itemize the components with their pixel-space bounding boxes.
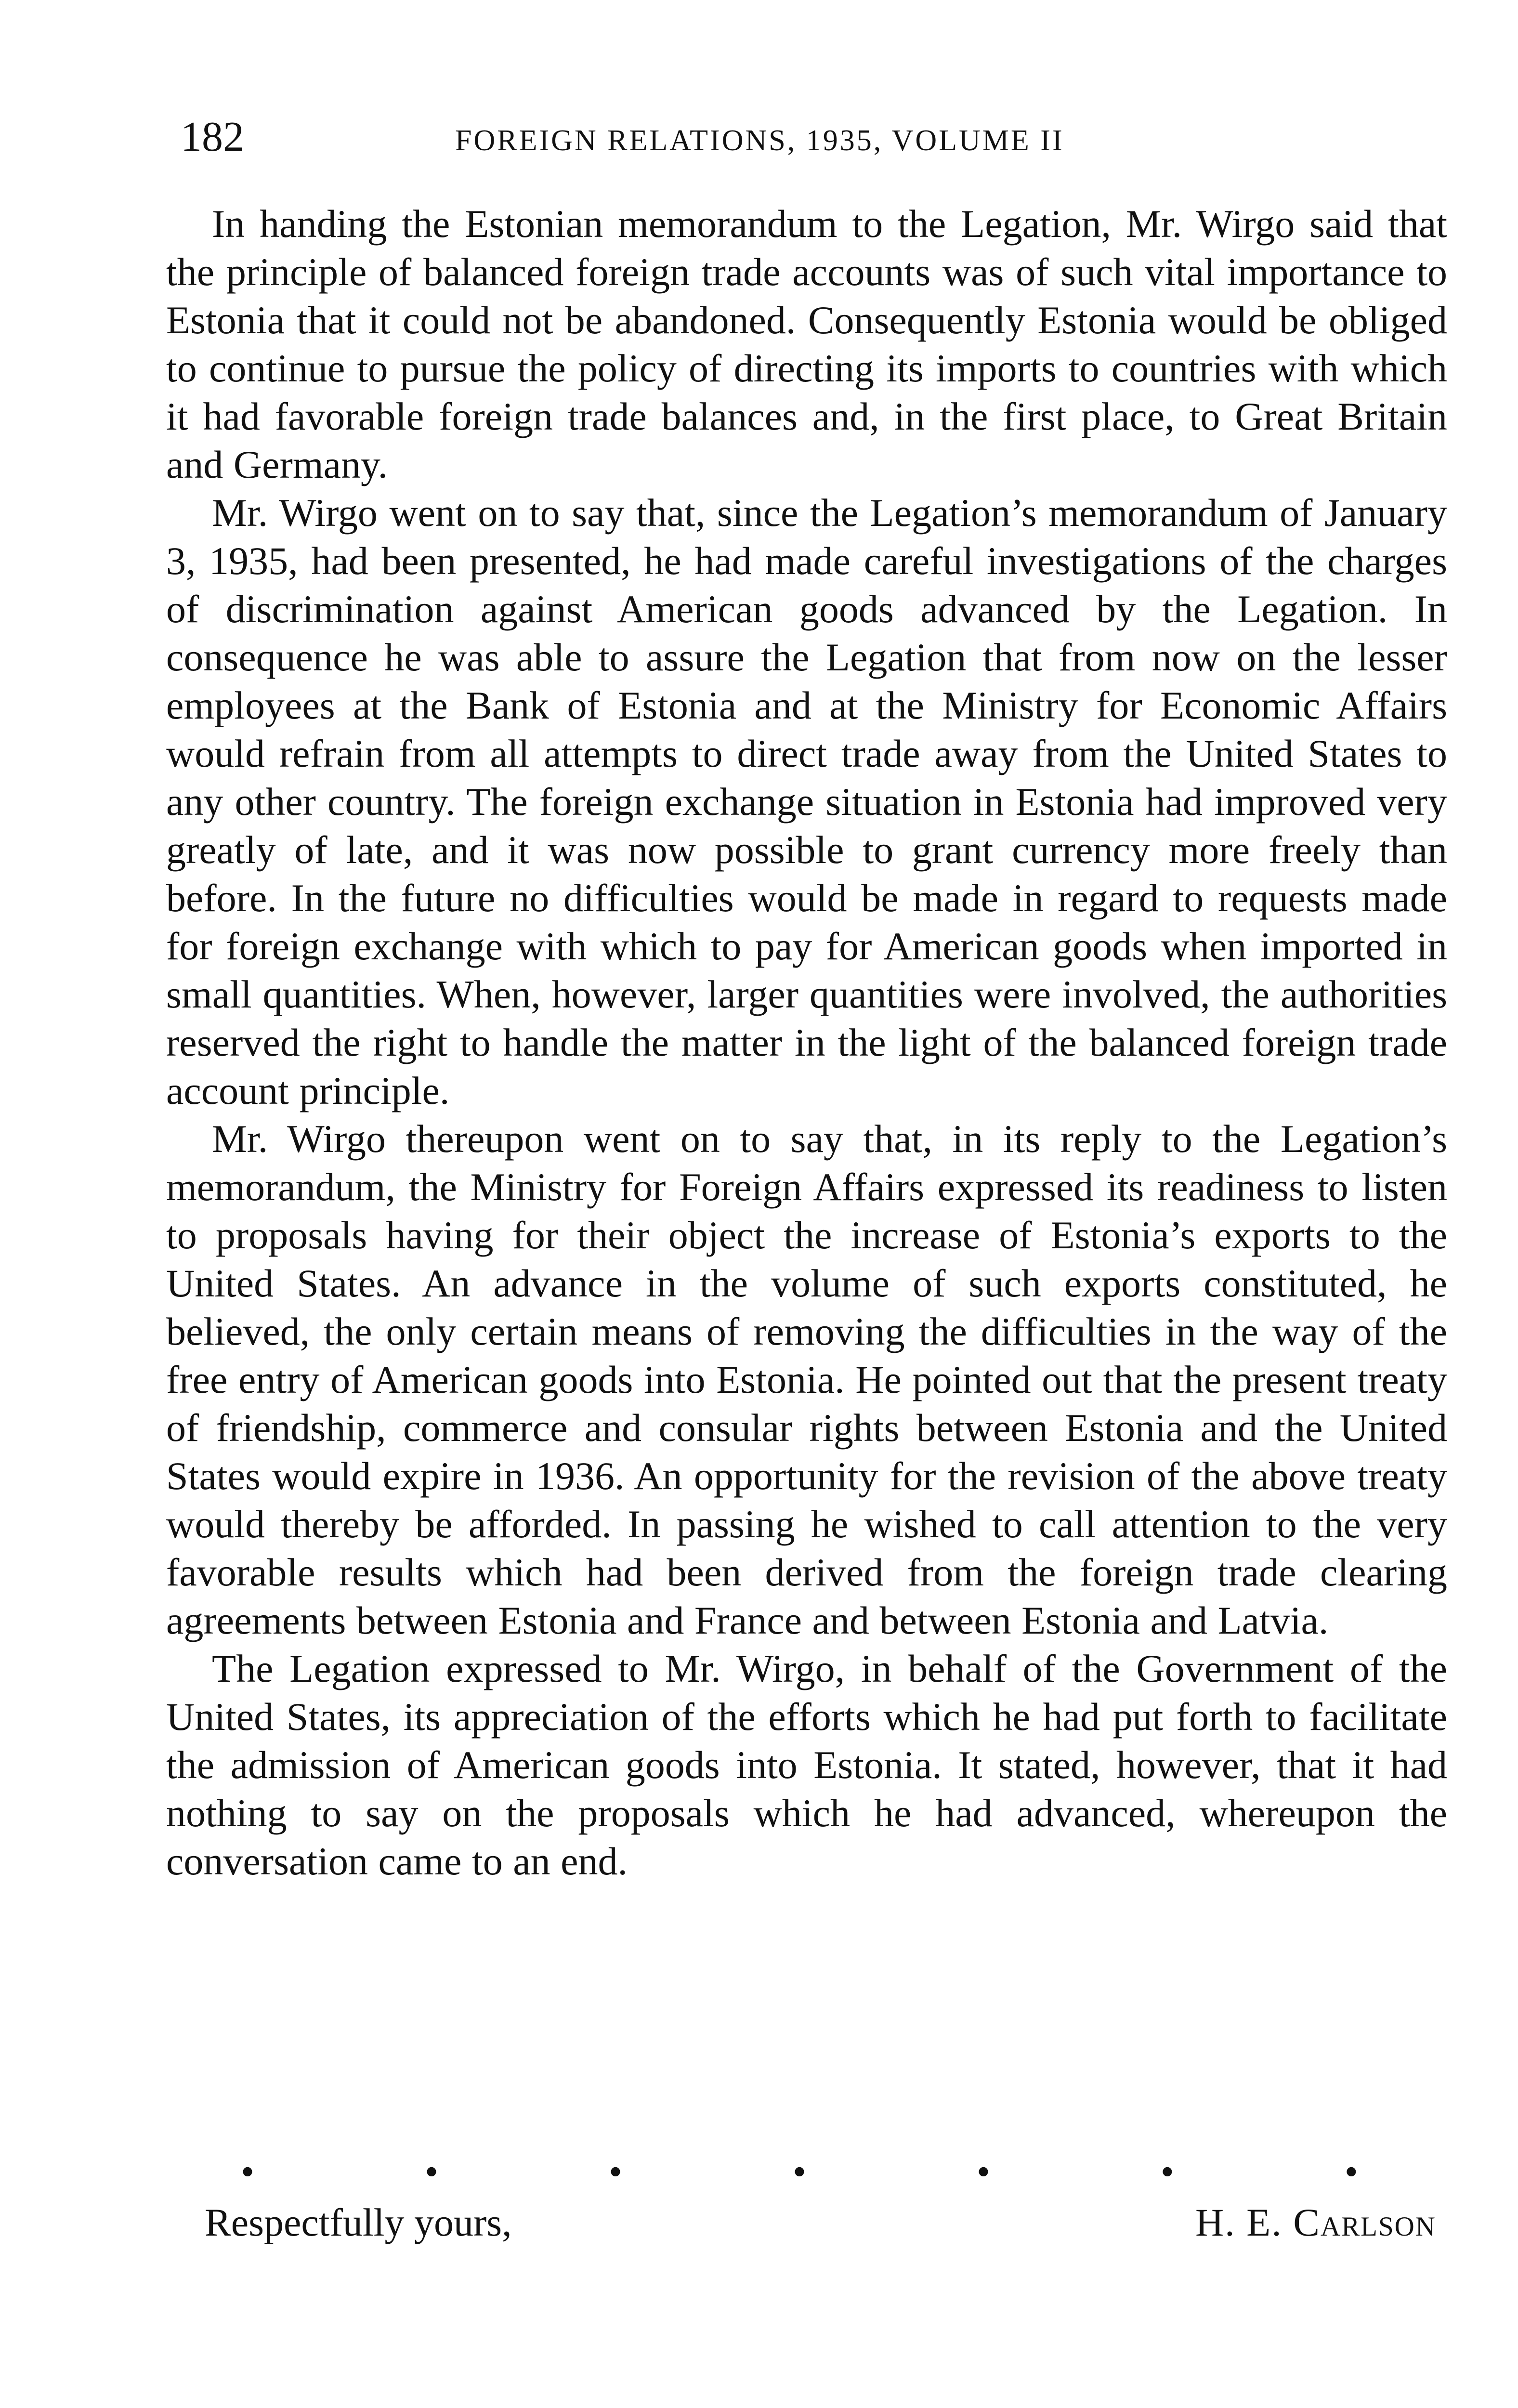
paragraph-2: Mr. Wirgo went on to say that, since the Legation’s memorandum of January 3, 1935, had been presented, he had made careful investigations of the charges of discrimination against American goods advanced by the Legation. In consequence he was able to assure the Legation that from now on the lesser employees at the Bank of Estonia and at the Ministry for Economic Affairs would refrain from all attempts to direct trade away from the United States to any other country. The foreign exchange situation in Estonia had improved very greatly of late, and it was now possible to grant currency more freely than before. In the future no difficulties would be made in regard to requests made for foreign exchange with which to pay for American goods when imported in small quantities. When, however, larger quantities were involved, the authorities reserved the right to handle the matter in the light of the balanced foreign trade account principle. bbox=[166, 491, 1447, 1112]
ellipsis-dot: • bbox=[424, 2151, 438, 2193]
ellipsis-dot: • bbox=[1160, 2151, 1174, 2193]
page-number: 182 bbox=[181, 114, 244, 160]
closing-salutation: Respectfully yours, bbox=[205, 2200, 512, 2244]
page-header bbox=[181, 111, 1452, 164]
paragraph-4: The Legation expressed to Mr. Wirgo, in behalf of the Government of the United States, its appreciation of the efforts which he had put forth to facilitate the admission of American goods into Estonia. It stated, however, that it had nothing to say on the proposals which he had advanced, whereupon the conversation came to an end. bbox=[166, 1647, 1447, 1883]
omission-ellipsis bbox=[241, 2153, 1358, 2191]
document-body bbox=[166, 200, 1447, 1885]
ellipsis-dot: • bbox=[241, 2151, 255, 2193]
paragraph-3: Mr. Wirgo thereupon went on to say that, in its reply to the Legation’s memorandum, the Ministry for Foreign Affairs expressed its readiness to listen to proposals having for their object the increase of Estonia’s exports to the United States. An advance in the volume of such exports constituted, he believed, the only certain means of removing the difficulties in the way of the free entry of American goods into Estonia. He pointed out that the present treaty of friendship, commerce and consular rights between Estonia and the United States would expire in 1936. An opportunity for the revision of the above treaty would thereby be afforded. In passing he wished to call attention to the very favorable results which had been derived from the foreign trade clearing agreements between Estonia and France and between Estonia and Latvia. bbox=[166, 1117, 1447, 1642]
ellipsis-dot: • bbox=[608, 2151, 622, 2193]
ellipsis-dot: • bbox=[976, 2151, 990, 2193]
running-head: FOREIGN RELATIONS, 1935, VOLUME II bbox=[455, 124, 1064, 157]
paragraph-1: In handing the Estonian memorandum to the Legation, Mr. Wirgo said that the principle of balanced foreign trade accounts was of such vital importance to Estonia that it could not be abandoned. Consequently Estonia would be obliged to continue to pursue the policy of directing its imports to countries with which it had favorable foreign trade balances and, in the first place, to Great Britain and Germany. bbox=[166, 202, 1447, 486]
ellipsis-dot: • bbox=[792, 2151, 806, 2193]
ellipsis-dot: • bbox=[1344, 2151, 1358, 2193]
signature: H. E. Carlson bbox=[1195, 2200, 1436, 2244]
